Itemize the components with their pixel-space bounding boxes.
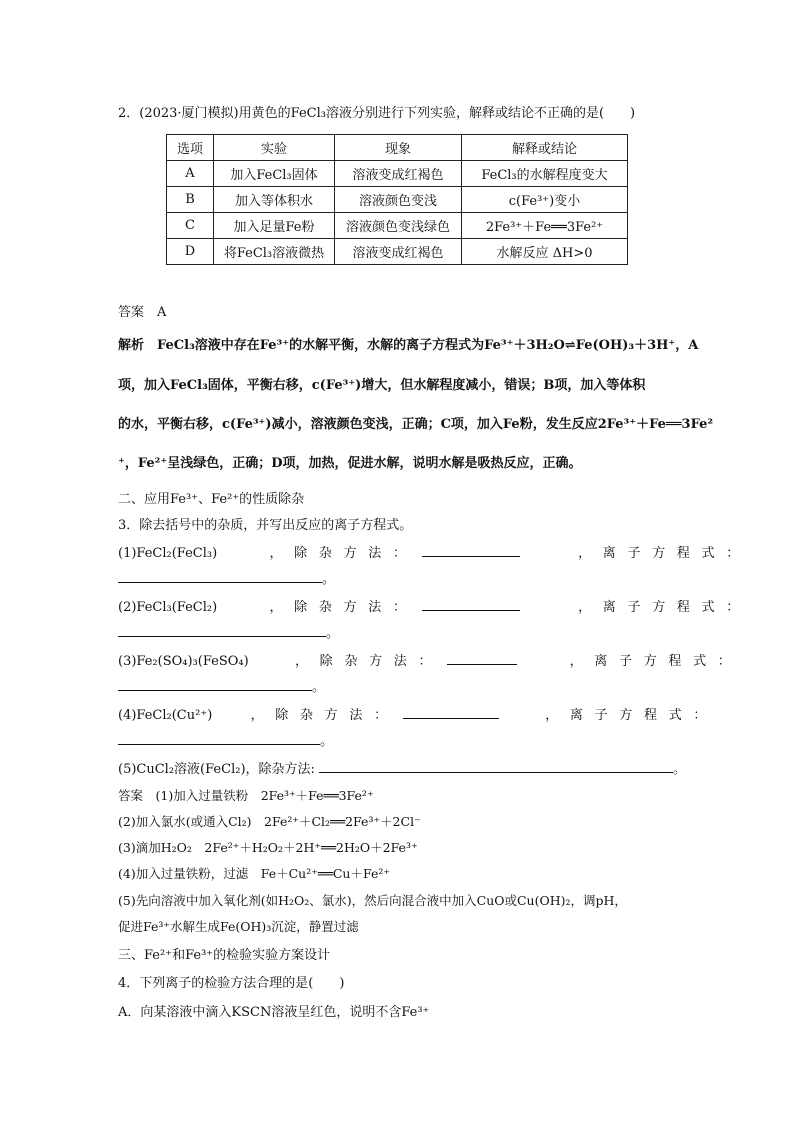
cell-option: D [167, 239, 214, 265]
analysis-line-1: 解析 FeCl₃溶液中存在Fe³⁺的水解平衡，水解的离子方程式为Fe³⁺＋3H₂O⇌Fe(OH)₃＋3H⁺，A [118, 338, 699, 353]
answer-q3-1: 答案 (1)加入过量铁粉 2Fe³⁺＋Fe══3Fe²⁺ [118, 788, 374, 803]
item-label: (1)FeCl₂(FeCl₃) [118, 546, 218, 561]
table-row [167, 213, 628, 239]
cell-option: C [167, 213, 214, 239]
experiment-table [166, 134, 628, 265]
q3-item-4-equation-line [118, 730, 333, 749]
cell-phenomenon: 溶液变成红褐色 [335, 161, 462, 187]
item-equation-label: ，离子方程式： [578, 600, 752, 615]
q3-item-1-equation-line [118, 568, 335, 587]
q3-item-5 [118, 758, 686, 777]
method-blank[interactable] [422, 596, 520, 611]
cell-explanation: FeCl₃的水解程度变大 [462, 161, 628, 187]
cell-option: B [167, 187, 214, 213]
answer-q3-3: (3)滴加H₂O₂ 2Fe²⁺＋H₂O₂＋2H⁺══2H₂O＋2Fe³⁺ [118, 840, 418, 855]
method-blank[interactable] [447, 650, 517, 665]
answer-q3-5: (5)先向溶液中加入氧化剂(如H₂O₂、氯水)，然后向混合液中加入CuO或Cu(OH)₂，调pH， [118, 893, 627, 908]
q3-item-2 [118, 596, 751, 615]
q3-item-3-equation-line [118, 676, 325, 695]
q3-item-3 [118, 650, 743, 669]
cell-experiment: 加入等体积水 [214, 187, 335, 213]
cell-experiment: 加入FeCl₃固体 [214, 161, 335, 187]
period: 。 [673, 762, 687, 777]
analysis-line-3: 的水，平衡右移，c(Fe³⁺)减小，溶液颜色变浅，正确；C项，加入Fe粉，发生反应2Fe³⁺＋Fe══3Fe² [118, 417, 714, 432]
section-2-title: 二、应用Fe³⁺、Fe²⁺的性质除杂 [118, 492, 305, 507]
cell-phenomenon: 溶液变成红褐色 [335, 239, 462, 265]
header-explanation: 解释或结论 [462, 135, 628, 161]
table-header-row [167, 135, 628, 161]
table-row [167, 161, 628, 187]
cell-explanation: 水解反应 ΔH>0 [462, 239, 628, 265]
q3-item-1 [118, 542, 751, 561]
equation-blank[interactable] [118, 676, 312, 691]
section-3-title: 三、Fe²⁺和Fe³⁺的检验实验方案设计 [118, 948, 331, 963]
question-4-option-a[interactable]: A．向某溶液中滴入KSCN溶液呈红色，说明不含Fe³⁺ [118, 1005, 430, 1020]
q3-item-4 [118, 704, 718, 723]
cell-explanation: 2Fe³⁺＋Fe══3Fe²⁺ [462, 213, 628, 239]
header-phenomenon: 现象 [335, 135, 462, 161]
answer-q3-2: (2)加入氯水(或通入Cl₂) 2Fe²⁺＋Cl₂══2Fe³⁺＋2Cl⁻ [118, 814, 421, 829]
period: 。 [312, 680, 326, 695]
item-label: (3)Fe₂(SO₄)₃(FeSO₄) [118, 654, 249, 669]
header-experiment: 实验 [214, 135, 335, 161]
cell-phenomenon: 溶液颜色变浅绿色 [335, 213, 462, 239]
cell-experiment: 将FeCl₃溶液微热 [214, 239, 335, 265]
equation-blank[interactable] [118, 730, 320, 745]
period: 。 [326, 626, 340, 641]
cell-option: A [167, 161, 214, 187]
question-3-stem: 3．除去括号中的杂质，并写出反应的离子方程式。 [118, 518, 413, 533]
table-row [167, 239, 628, 265]
equation-blank[interactable] [118, 622, 326, 637]
q3-item-2-equation-line [118, 622, 339, 641]
method-blank[interactable] [403, 704, 499, 719]
item-label: (4)FeCl₂(Cu²⁺) [118, 708, 213, 723]
answer-q2: 答案 A [118, 305, 167, 320]
answer-q3-5-cont: 促进Fe³⁺水解生成Fe(OH)₃沉淀，静置过滤 [118, 919, 359, 934]
analysis-line-2: 项，加入FeCl₃固体，平衡右移，c(Fe³⁺)增大，但水解程度减小，错误；B项，加入等体积 [118, 378, 646, 393]
answer-q3-4: (4)加入过量铁粉，过滤 Fe＋Cu²⁺══Cu＋Fe²⁺ [118, 866, 390, 881]
question-4-stem: 4．下列离子的检验方法合理的是( ) [118, 976, 345, 991]
period: 。 [320, 734, 334, 749]
item-method-label: ，除杂方法： [269, 546, 418, 561]
item-equation-label: ，离子方程式： [569, 654, 743, 669]
analysis-line-4: ⁺，Fe²⁺呈浅绿色，正确；D项，加热，促进水解，说明水解是吸热反应，正确。 [118, 456, 582, 471]
item-label: (2)FeCl₃(FeCl₂) [118, 600, 218, 615]
item-method-label: ，除杂方法： [294, 654, 444, 669]
method-blank[interactable] [422, 542, 520, 557]
method-blank[interactable] [319, 758, 673, 773]
item-label: (5)CuCl₂溶液(FeCl₂)，除杂方法: [118, 762, 315, 777]
question-2-stem: 2．(2023·厦门模拟)用黄色的FeCl₃溶液分别进行下列实验，解释或结论不正确的是( ) [118, 106, 636, 121]
table-row [167, 187, 628, 213]
cell-explanation: c(Fe³⁺)变小 [462, 187, 628, 213]
item-method-label: ，除杂方法： [269, 600, 418, 615]
item-equation-label: ，离子方程式： [545, 708, 719, 723]
header-option: 选项 [167, 135, 214, 161]
item-method-label: ，除杂方法： [250, 708, 399, 723]
cell-experiment: 加入足量Fe粉 [214, 213, 335, 239]
period: 。 [322, 572, 336, 587]
equation-blank[interactable] [118, 568, 322, 583]
cell-phenomenon: 溶液颜色变浅 [335, 187, 462, 213]
item-equation-label: ，离子方程式： [578, 546, 752, 561]
